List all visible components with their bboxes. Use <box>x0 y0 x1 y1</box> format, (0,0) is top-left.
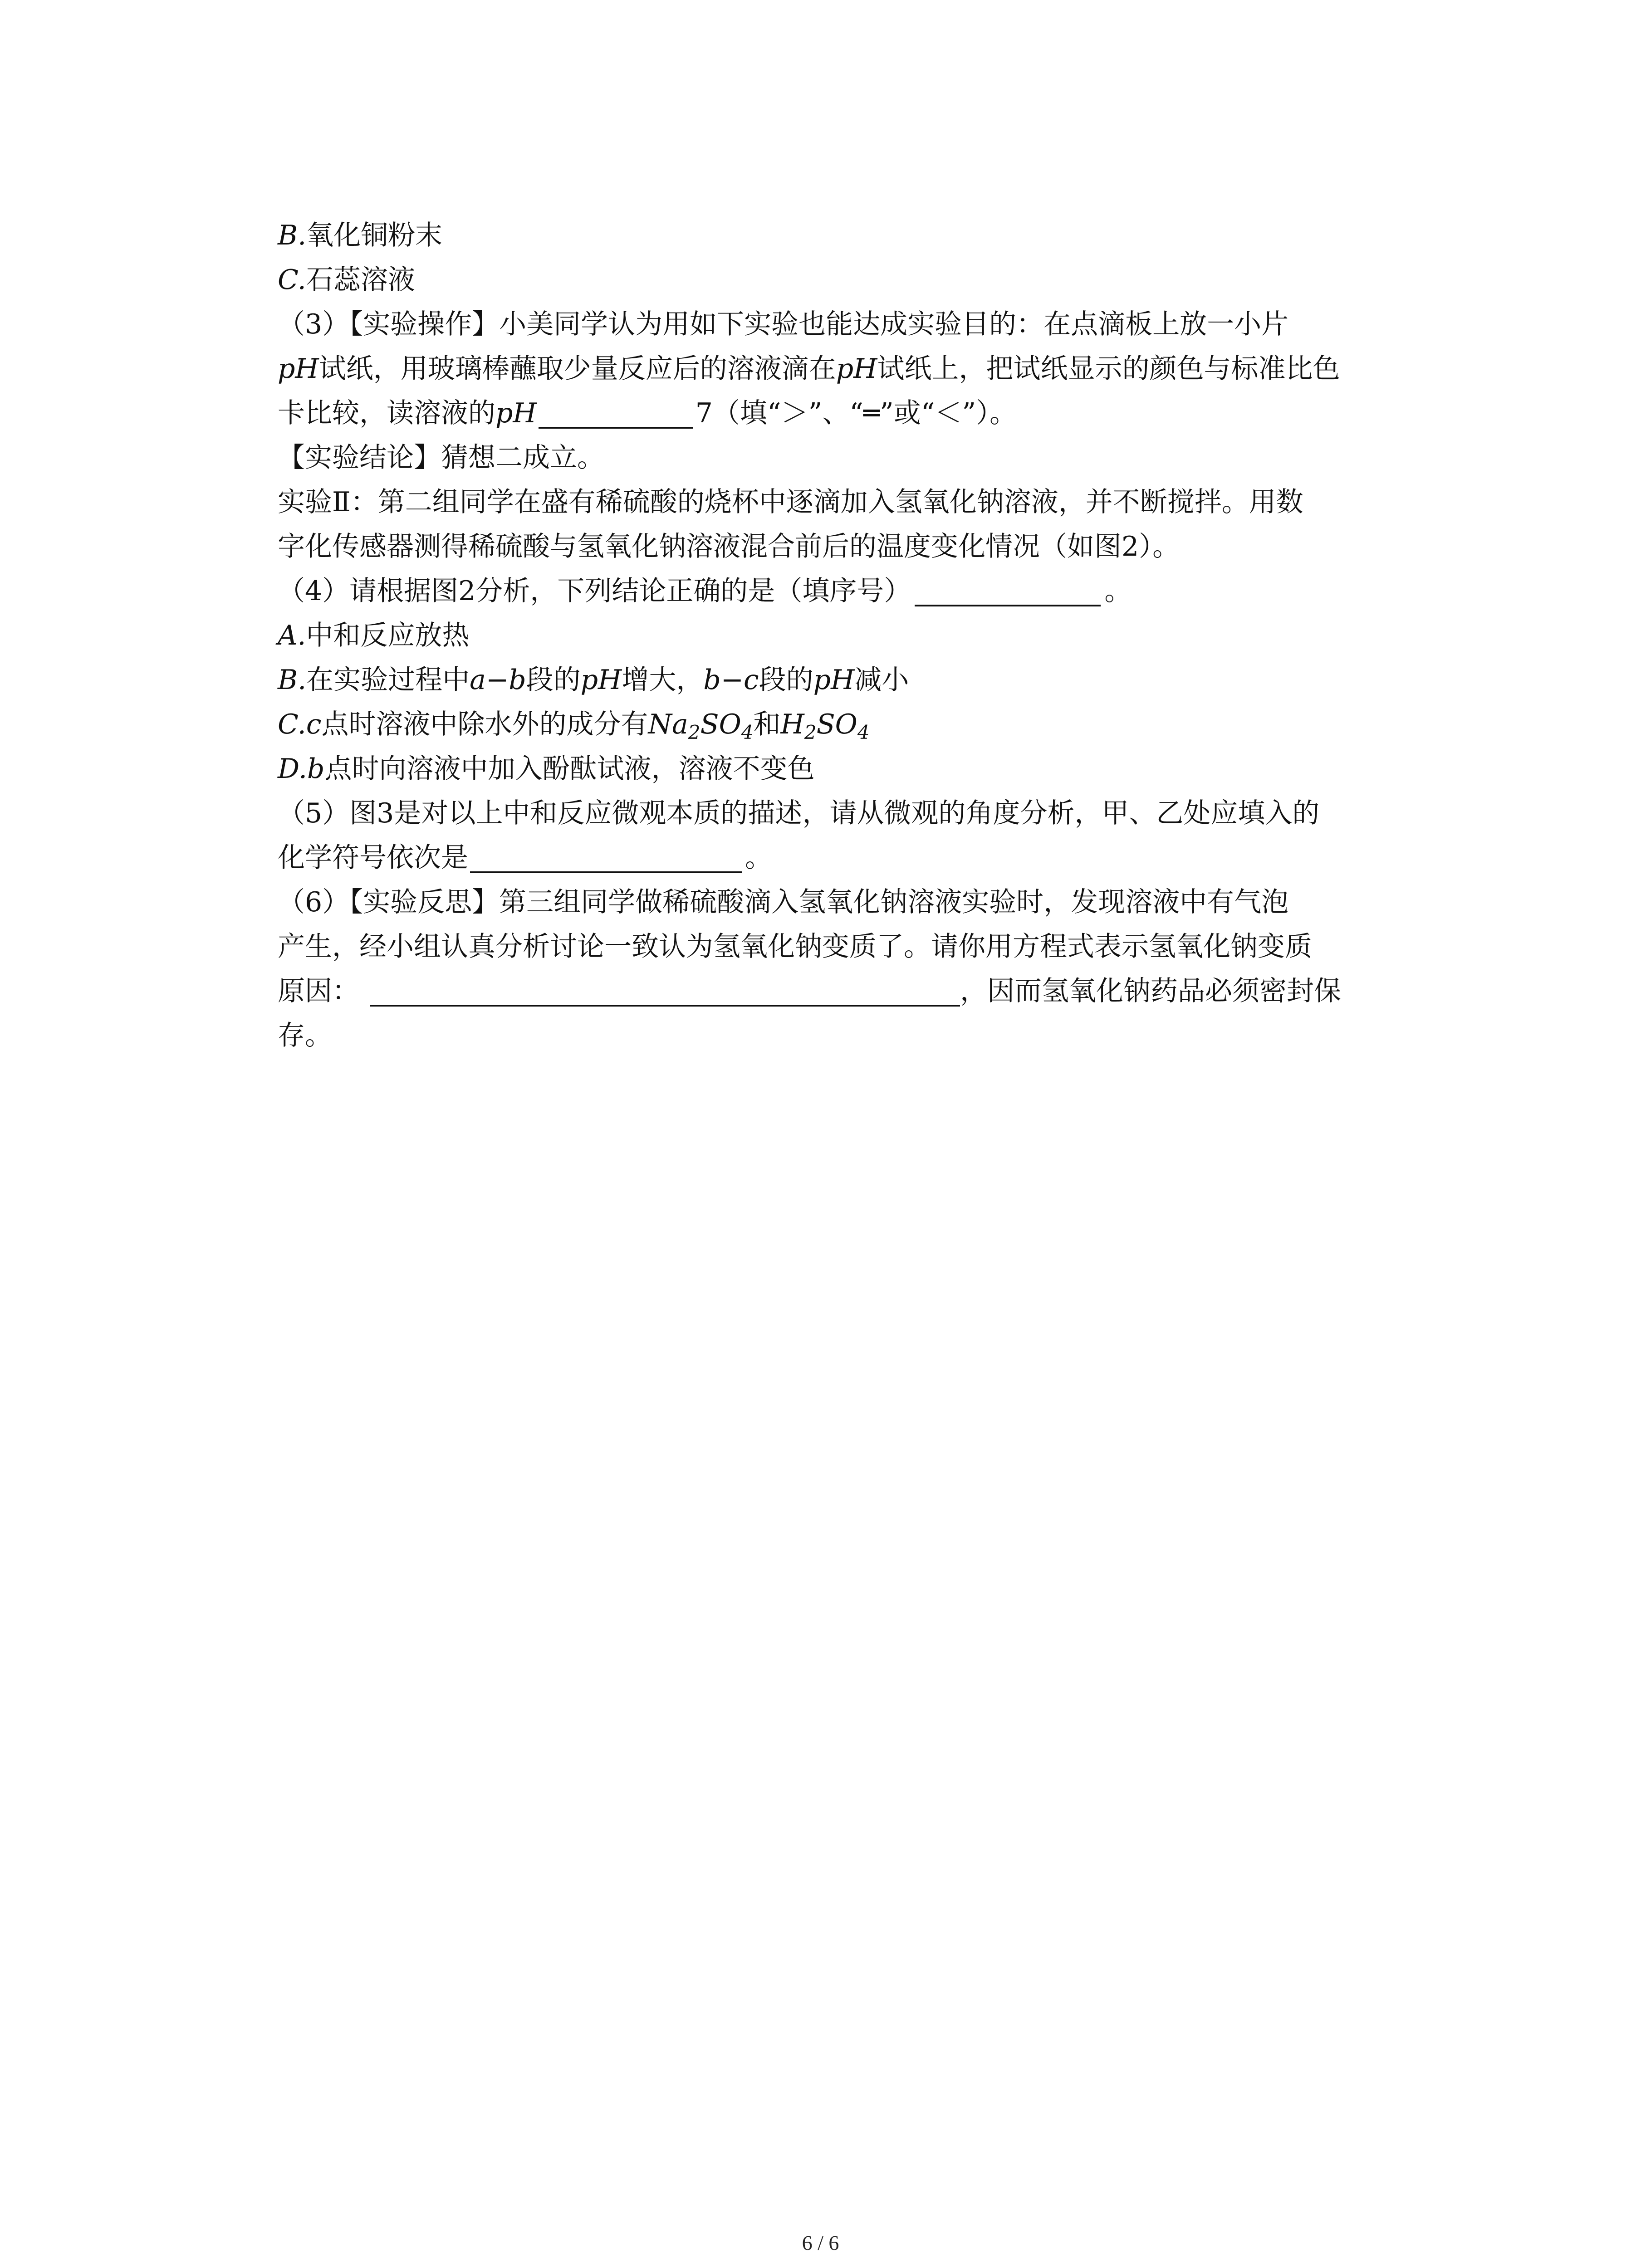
question-6-line-3 <box>278 969 1439 1013</box>
formula-subscript: 4 <box>741 721 754 743</box>
text-run: 段的 <box>526 664 581 696</box>
text-run: 7（填“＞”、“═”或“＜”）。 <box>695 397 1017 429</box>
text-run: 试纸，用玻璃棒蘸取少量反应后的溶液滴在 <box>318 353 836 385</box>
answer-blank-q6[interactable] <box>370 977 960 1007</box>
text-run: 和 <box>753 709 781 740</box>
text-run: 试纸上，把试纸显示的颜色与标准比色 <box>877 353 1340 385</box>
text-run: 点时向溶液中加入酚酞试液，溶液不变色 <box>324 753 815 785</box>
option-letter: D. <box>278 753 308 785</box>
question-content <box>278 213 1439 1058</box>
option-text: 中和反应放热 <box>306 620 470 651</box>
formula-part: Na <box>648 709 688 740</box>
ph-symbol: pH <box>813 664 855 696</box>
text-run: ，因而氢氧化钠药品必须密封保 <box>960 975 1341 1007</box>
option-text: 石蕊溶液 <box>306 264 415 296</box>
formula-part: SO <box>816 709 857 740</box>
question-4-text: （4）请根据图2分析，下列结论正确的是（填序号） <box>278 575 911 607</box>
text-run: 在实验过程中 <box>306 664 470 696</box>
question-4-line <box>278 569 1439 613</box>
answer-blank-q3[interactable] <box>539 399 693 429</box>
text-run: 。 <box>1104 575 1132 607</box>
q4-option-d <box>278 747 1439 791</box>
experiment-2-line-1: 实验Ⅱ：第二组同学在盛有稀硫酸的烧杯中逐滴加入氢氧化钠溶液，并不断搅拌。用数 <box>278 486 1303 518</box>
option-c-line <box>278 258 1439 302</box>
text-run: 点时溶液中除水外的成分有 <box>321 709 648 740</box>
q4-option-b <box>278 658 1439 702</box>
question-5-line-1: （5）图3是对以上中和反应微观本质的描述，请从微观的角度分析，甲、乙处应填入的 <box>278 797 1320 829</box>
experiment-2-line-2: 字化传感器测得稀硫酸与氢氧化钠溶液混合前后的温度变化情况（如图2）。 <box>278 531 1180 562</box>
segment-label: b−c <box>703 664 759 696</box>
answer-blank-q5[interactable] <box>470 843 742 873</box>
formula-subscript: 2 <box>688 721 700 743</box>
formula-part: H <box>780 709 804 740</box>
text-run: 卡比较，读溶液的 <box>278 397 495 429</box>
text-run: 原因： <box>278 975 359 1007</box>
formula-part: SO <box>700 709 741 740</box>
point-label: c <box>306 709 322 740</box>
text-run: 。 <box>745 842 772 874</box>
formula-subscript: 4 <box>857 721 870 743</box>
question-3-line-3 <box>278 391 1439 435</box>
option-text: 氧化铜粉末 <box>306 220 443 251</box>
formula-h2so4 <box>780 709 870 743</box>
ph-symbol: pH <box>495 397 537 429</box>
option-letter: A. <box>278 620 306 651</box>
answer-blank-q4[interactable] <box>915 577 1101 606</box>
option-letter: B. <box>278 664 307 696</box>
ph-symbol: pH <box>580 664 622 696</box>
option-b-line <box>278 213 1439 258</box>
text-run: 段的 <box>759 664 813 696</box>
question-5-line-2 <box>278 836 1439 880</box>
ph-symbol: pH <box>278 353 319 385</box>
point-label: b <box>307 753 325 785</box>
option-letter: B. <box>278 220 307 251</box>
question-3-line-1: （3）【实验操作】小美同学认为用如下实验也能达成实验目的：在点滴板上放一小片 <box>278 308 1289 340</box>
question-3-line-2 <box>278 347 1439 391</box>
experiment-conclusion: 【实验结论】猜想二成立。 <box>278 442 604 474</box>
question-6-line-2: 产生，经小组认真分析讨论一致认为氢氧化钠变质了。请你用方程式表示氢氧化钠变质 <box>278 931 1312 963</box>
formula-subscript: 2 <box>804 721 817 743</box>
question-6-line-1: （6）【实验反思】第三组同学做稀硫酸滴入氢氧化钠溶液实验时，发现溶液中有气泡 <box>278 886 1289 918</box>
segment-label: a−b <box>470 664 526 696</box>
question-6-line-4: 存。 <box>278 1020 332 1051</box>
option-letter: C. <box>278 709 306 740</box>
ph-symbol: pH <box>836 353 877 385</box>
text-run: 化学符号依次是 <box>278 842 468 874</box>
text-run: 减小 <box>854 664 909 696</box>
text-run: 增大， <box>622 664 704 696</box>
page-number: 6 / 6 <box>802 2231 839 2254</box>
formula-na2so4 <box>648 709 754 743</box>
q4-option-c <box>278 702 1439 747</box>
q4-option-a <box>278 613 1439 658</box>
option-letter: C. <box>278 264 306 296</box>
